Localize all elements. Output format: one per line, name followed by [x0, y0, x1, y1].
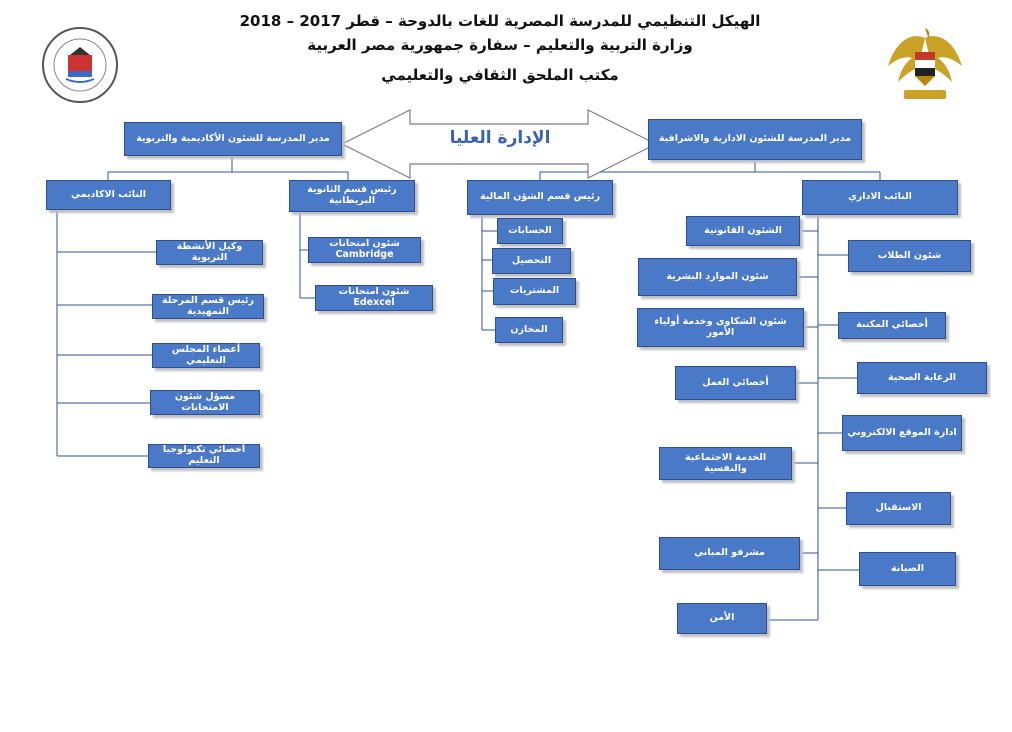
hr-affairs-box: شئون الموارد البشرية — [638, 258, 797, 296]
reception-box: الاستقبال — [846, 492, 951, 525]
collection-box: التحصيل — [492, 248, 571, 274]
education-council-box: أعضاء المجلس التعليمي — [152, 343, 260, 368]
kindergarten-head-box: رئيس قسم المرحلة التمهيدية — [152, 294, 264, 319]
finance-head-box: رئيس قسم الشؤن المالية — [467, 180, 613, 215]
student-affairs-box: شئون الطلاب — [848, 240, 971, 272]
activities-agent-box: وكيل الأنشطة التربوية — [156, 240, 263, 265]
security-box: الأمن — [677, 603, 767, 634]
edexcel-exams-box: شئون امتحانات Edexcel — [315, 285, 433, 311]
admin-deputy-box: النائب الاداري — [802, 180, 958, 215]
ministry-line: وزارة التربية والتعليم – سفارة جمهورية مصر العربية — [307, 36, 693, 54]
accounts-box: الحسابات — [497, 218, 563, 244]
cambridge-exams-box: شئون امتحانات Cambridge — [308, 237, 421, 263]
chart-title: الهيكل التنظيمي للمدرسة المصرية للغات بالدوحة – قطر 2017 – 2018 — [239, 12, 761, 30]
edtech-specialist-box: أخصائي تكنولوجيا التعليم — [148, 444, 260, 468]
british-secondary-head-box: رئيس قسم الثانوية البريطانية — [289, 180, 415, 212]
academic-director-box: مدير المدرسة للشئون الأكاديمية والتربوية — [124, 122, 342, 156]
work-specialist-box: أخصائي العمل — [675, 366, 796, 400]
warehouses-box: المخازن — [495, 317, 563, 343]
administrative-director-box: مدير المدرسة للشئون الادارية والاشرافية — [648, 119, 862, 160]
building-supervisors-box: مشرفو المباني — [659, 537, 800, 570]
legal-affairs-box: الشئون القانونية — [686, 216, 800, 246]
office-line: مكتب الملحق الثقافي والتعليمي — [381, 66, 619, 84]
exams-officer-box: مسؤل شئون الامتحانات — [150, 390, 260, 415]
website-admin-box: ادارة الموقع الالكتروني — [842, 415, 962, 451]
social-services-box: الخدمة الاجتماعية والنفسية — [659, 447, 792, 480]
librarian-box: أخصائي المكتبة — [838, 312, 946, 339]
maintenance-box: الصيانة — [859, 552, 956, 586]
top-management-label: الإدارة العليا — [449, 128, 551, 148]
academic-deputy-box: النائب الاكاديمي — [46, 180, 171, 210]
health-care-box: الرعاية الصحية — [857, 362, 987, 394]
complaints-parents-box: شئون الشكاوى وخدمة أولياء الأمور — [637, 308, 804, 347]
purchasing-box: المشتريات — [493, 278, 576, 305]
